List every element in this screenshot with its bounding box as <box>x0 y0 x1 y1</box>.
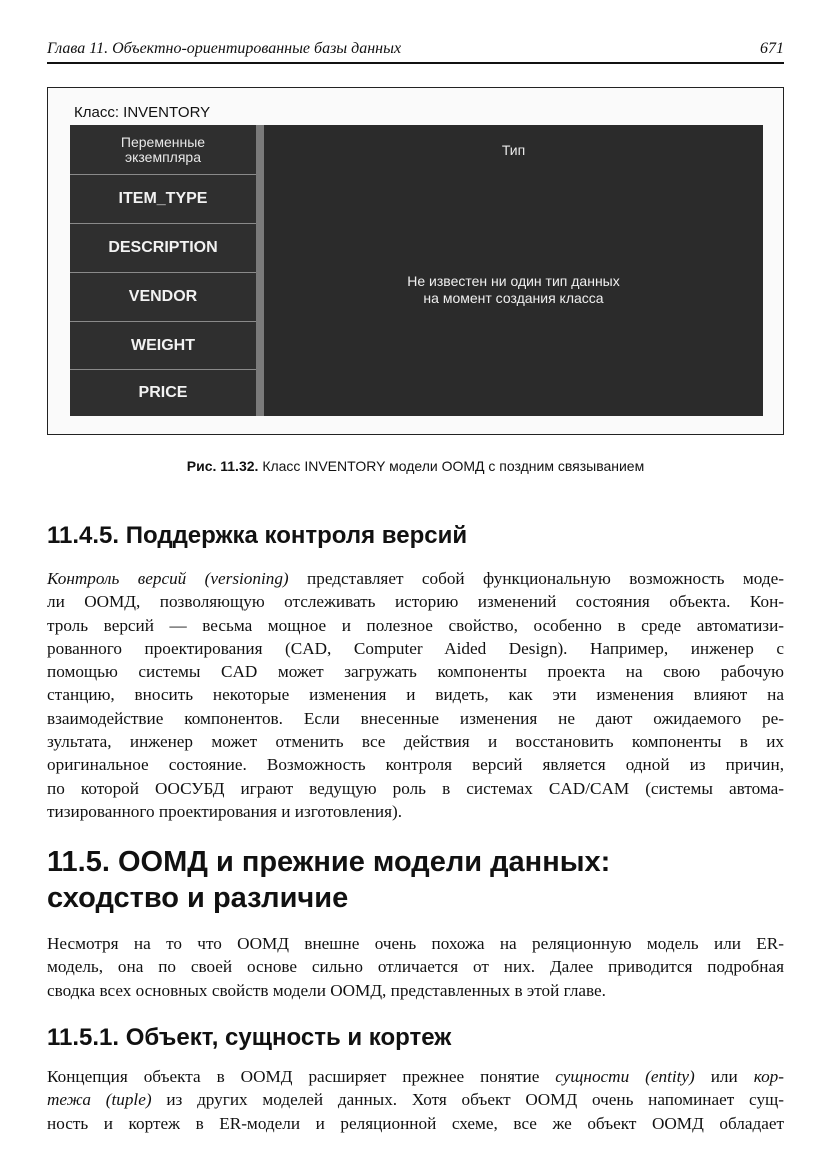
paragraph-line: сводка всех основных свойств модели ООМД, представленных в этой главе. <box>47 980 606 1000</box>
section-heading-11-5-line1: 11.5. ООМД и прежние модели данных: <box>47 846 611 878</box>
type-header: Тип <box>501 142 526 158</box>
paragraph-line: зультата, инженер может отменить все действия и восстановить компоненты в их <box>47 732 784 752</box>
paragraph-line: взаимодействие компонентов. Если внесенные изменения не дают ожидаемого ре- <box>47 708 784 728</box>
paragraph-line <box>47 567 784 590</box>
figure-caption-text: Класс INVENTORY модели ООМД с поздним связыванием <box>262 458 645 474</box>
paragraph-line: троль версий — весьма мощное и полезное свойство, особенно в среде автоматизи- <box>47 615 784 635</box>
line-text: Концепция объекта в ООМД расширяет прежнее понятие <box>47 1067 556 1086</box>
chapter-title: Глава 11. Объектно-ориентированные базы данных <box>47 40 402 57</box>
variable-item-type: ITEM_TYPE <box>70 175 256 224</box>
term-entity: сущности (entity) <box>555 1067 695 1086</box>
figure-caption <box>0 458 831 474</box>
paragraph-line: оригинальное состояние. Возможность контроля версий является одной из причин, <box>47 755 784 775</box>
paragraph-line: по которой ООСУБД играют ведущую роль в системах CAD/CAM (системы автома- <box>47 778 784 798</box>
line-text: представляет собой функциональную возможность моде- <box>288 569 784 588</box>
term-tuple-part2: тежа (tuple) <box>47 1090 152 1110</box>
figure-caption-number: Рис. 11.32. <box>186 458 259 474</box>
line-text: из других моделей данных. Хотя объект ООМД очень напоминает сущ- <box>151 1090 784 1110</box>
paragraph-line <box>47 1088 784 1111</box>
paragraph-line: помощью системы CAD может загружать компоненты проекта на свою рабочую <box>47 662 784 682</box>
paragraph-object-entity <box>47 1065 784 1135</box>
instance-variables-header <box>70 125 256 175</box>
paragraph-line: модель, она по своей основе сильно отличается от них. Далее приводится подробная <box>47 957 784 977</box>
header-rule <box>47 62 784 64</box>
instance-variables-header-line1: Переменные <box>120 133 206 150</box>
term-tuple-part1: кор- <box>753 1067 784 1086</box>
type-column <box>264 125 763 416</box>
type-note-line1: Не известен ни один тип данных <box>407 273 620 289</box>
instance-variables-header-line2: экземпляра <box>124 148 201 165</box>
figure-11-32 <box>47 87 784 435</box>
paragraph-line: Несмотря на то что ООМД внешне очень похожа на реляционную модель или ER- <box>47 934 784 953</box>
type-note-line2: на момент создания класса <box>423 290 604 306</box>
class-table <box>70 125 763 416</box>
paragraph-line: тизированного проектирования и изготовления). <box>47 801 403 821</box>
paragraph-line: станцию, вносить некоторые изменения и видеть, как эти изменения влияют на <box>47 685 784 705</box>
variable-description: DESCRIPTION <box>70 224 256 273</box>
section-heading-11-5-1: 11.5.1. Объект, сущность и кортеж <box>47 1024 452 1051</box>
instance-variables-column <box>70 125 256 416</box>
column-divider <box>256 125 264 416</box>
line-text: или <box>694 1067 754 1086</box>
paragraph-comparison <box>47 932 784 1002</box>
paragraph-line: ли ООМД, позволяющую отслеживать историю изменений состояния объекта. Кон- <box>47 592 784 612</box>
section-heading-11-4-5: 11.4.5. Поддержка контроля версий <box>47 522 468 549</box>
section-heading-11-5 <box>47 844 610 916</box>
type-note <box>264 273 763 307</box>
paragraph-versioning <box>47 567 784 823</box>
class-label: Класс: INVENTORY <box>74 104 211 121</box>
paragraph-line: ность и кортеж в ER-модели и реляционной схеме, все же объект ООМД обладает <box>47 1113 784 1133</box>
variable-price: PRICE <box>138 384 188 401</box>
section-heading-11-5-line2: сходство и различие <box>47 882 349 914</box>
paragraph-line: рованного проектирования (CAD, Computer Aided Design). Например, инженер с <box>47 638 784 658</box>
variable-weight: WEIGHT <box>70 322 256 370</box>
term-versioning: Контроль версий (versioning) <box>47 569 289 588</box>
running-head <box>47 38 784 62</box>
paragraph-line <box>47 1065 784 1088</box>
variable-vendor: VENDOR <box>70 273 256 322</box>
page-number: 671 <box>760 40 784 57</box>
